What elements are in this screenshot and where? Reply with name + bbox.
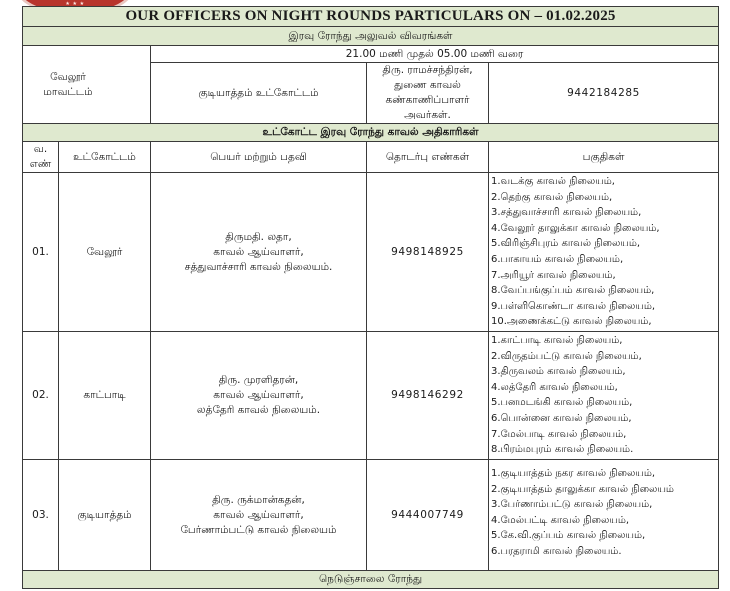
officer-station: சத்துவாச்சாரி காவல் நிலையம். xyxy=(184,260,333,273)
table-row xyxy=(23,332,719,460)
col-header-contact: தொடர்பு எண்கள் xyxy=(367,142,489,173)
col-header-subdivision: உட்கோட்டம் xyxy=(59,142,151,173)
row-serial: 02. xyxy=(23,332,59,460)
area-item: 2.விருதம்பட்டு காவல் நிலையம், xyxy=(491,350,642,362)
footer-section-row xyxy=(23,571,719,589)
area-item: 9.பள்ளிகொண்டா காவல் நிலையம், xyxy=(491,300,656,312)
title-row xyxy=(23,7,719,27)
area-item: 1.வடக்கு காவல் நிலையம், xyxy=(491,176,615,187)
col-header-serial-line2: எண் xyxy=(29,158,52,170)
section-title: உட்கோட்ட இரவு ரோந்து காவல் அதிகாரிகள் xyxy=(23,124,719,142)
area-item: 2.தெற்கு காவல் நிலையம், xyxy=(491,191,613,203)
row-officer xyxy=(151,332,367,460)
time-range-row xyxy=(23,46,719,63)
district-subdivision: குடியாத்தம் உட்கோட்டம் xyxy=(151,63,367,124)
officer-name: திரு. முரளிதரன், xyxy=(218,374,299,386)
row-areas xyxy=(489,460,719,571)
row-serial: 01. xyxy=(23,173,59,332)
district-name-line2: மாவட்டம் xyxy=(43,85,93,98)
row-areas xyxy=(489,332,719,460)
area-item: 5.பனமடங்கி காவல் நிலையம், xyxy=(491,397,633,409)
area-item: 6.பாகாயம் காவல் நிலையம், xyxy=(491,253,624,265)
table-row xyxy=(23,173,719,332)
row-subdivision: காட்பாடி xyxy=(59,332,151,460)
row-officer xyxy=(151,460,367,571)
row-officer xyxy=(151,173,367,332)
officer-designation: காவல் ஆய்வாளர், xyxy=(213,389,304,401)
table-row xyxy=(23,460,719,571)
area-item: 6.பரதராமி காவல் நிலையம். xyxy=(491,545,622,557)
row-phone: 9444007749 xyxy=(367,460,489,571)
area-item: 7.மேல்பாடி காவல் நிலையம், xyxy=(491,428,627,440)
area-item: 1.குடியாத்தம் நகர காவல் நிலையம், xyxy=(491,468,656,479)
area-item: 4.லத்தேரி காவல் நிலையம், xyxy=(491,381,618,393)
row-subdivision: வேலூர் xyxy=(59,173,151,332)
officer-designation: காவல் ஆய்வாளர், xyxy=(213,245,304,258)
area-item: 5.விரிஞ்சிபுரம் காவல் நிலையம், xyxy=(491,238,641,250)
district-cell xyxy=(23,46,151,124)
row-serial: 03. xyxy=(23,460,59,571)
night-rounds-table xyxy=(22,6,719,589)
officer-designation: காவல் ஆய்வாளர், xyxy=(213,508,304,521)
officer-name: திரு. ருக்மான்கதன், xyxy=(212,493,305,506)
area-item: 10.அணைக்கட்டு காவல் நிலையம், xyxy=(491,316,652,328)
area-item: 2.குடியாத்தம் தாலுக்கா காவல் நிலையம் xyxy=(491,483,674,495)
area-item: 6.பொன்னை காவல் நிலையம், xyxy=(491,412,632,424)
area-item: 3.பேர்ணாம்பட்டு காவல் நிலையம், xyxy=(491,499,653,511)
area-item: 8.வேப்பங்குப்பம் காவல் நிலையம், xyxy=(491,285,655,297)
document-subtitle: இரவு ரோந்து அலுவல் விவரங்கள் xyxy=(23,27,719,46)
officer-name: திருமதி. லதா, xyxy=(225,230,292,243)
police-emblem-logo: ★ ★ ★ xyxy=(16,0,134,16)
document-title: OUR OFFICERS ON NIGHT ROUNDS PARTICULARS ON – 01.02.2025 xyxy=(23,7,719,27)
officer-station: பேர்ணாம்பட்டு காவல் நிலையம் xyxy=(180,523,337,536)
area-item: 3.சத்துவாச்சாரி காவல் நிலையம், xyxy=(491,207,642,219)
area-item: 4.வேலூர் தாலுக்கா காவல் நிலையம், xyxy=(491,222,660,234)
area-item: 3.திருவலம் காவல் நிலையம், xyxy=(491,366,626,378)
row-areas xyxy=(489,173,719,332)
col-header-areas: பகுதிகள் xyxy=(489,142,719,173)
area-item: 7.அரியூர் காவல் நிலையம், xyxy=(491,269,616,281)
district-officer-name: திரு. ராமச்சந்திரன், xyxy=(382,64,473,76)
officer-station: லத்தேரி காவல் நிலையம். xyxy=(196,404,321,416)
row-phone: 9498146292 xyxy=(367,332,489,460)
district-officer-cell xyxy=(367,63,489,124)
col-header-serial-line1: வ. xyxy=(33,143,48,155)
time-range: 21.00 மணி முதல் 05.00 மணி வரை xyxy=(151,46,719,63)
district-officer-phone: 9442184285 xyxy=(489,63,719,124)
footer-section-title: நெடுஞ்சாலை ரோந்து xyxy=(23,571,719,589)
area-item: 4.மேல்பட்டி காவல் நிலையம், xyxy=(491,514,630,526)
row-phone: 9498148925 xyxy=(367,173,489,332)
col-header-serial xyxy=(23,142,59,173)
area-item: 8.பிரம்மபுரம் காவல் நிலையம். xyxy=(491,444,634,456)
district-name-line1: வேலூர் xyxy=(50,70,86,83)
section-title-row xyxy=(23,124,719,142)
district-officer-designation: துணை காவல் கண்காணிப்பாளர் xyxy=(385,79,470,106)
district-officer-suffix: அவர்கள். xyxy=(404,109,451,121)
subtitle-row xyxy=(23,27,719,46)
col-header-name-designation: பெயர் மற்றும் பதவி xyxy=(151,142,367,173)
area-item: 1.காட்பாடி காவல் நிலையம், xyxy=(491,335,623,346)
area-item: 5.கே.வி.குப்பம் காவல் நிலையம், xyxy=(491,530,646,542)
row-subdivision: குடியாத்தம் xyxy=(59,460,151,571)
column-header-row xyxy=(23,142,719,173)
